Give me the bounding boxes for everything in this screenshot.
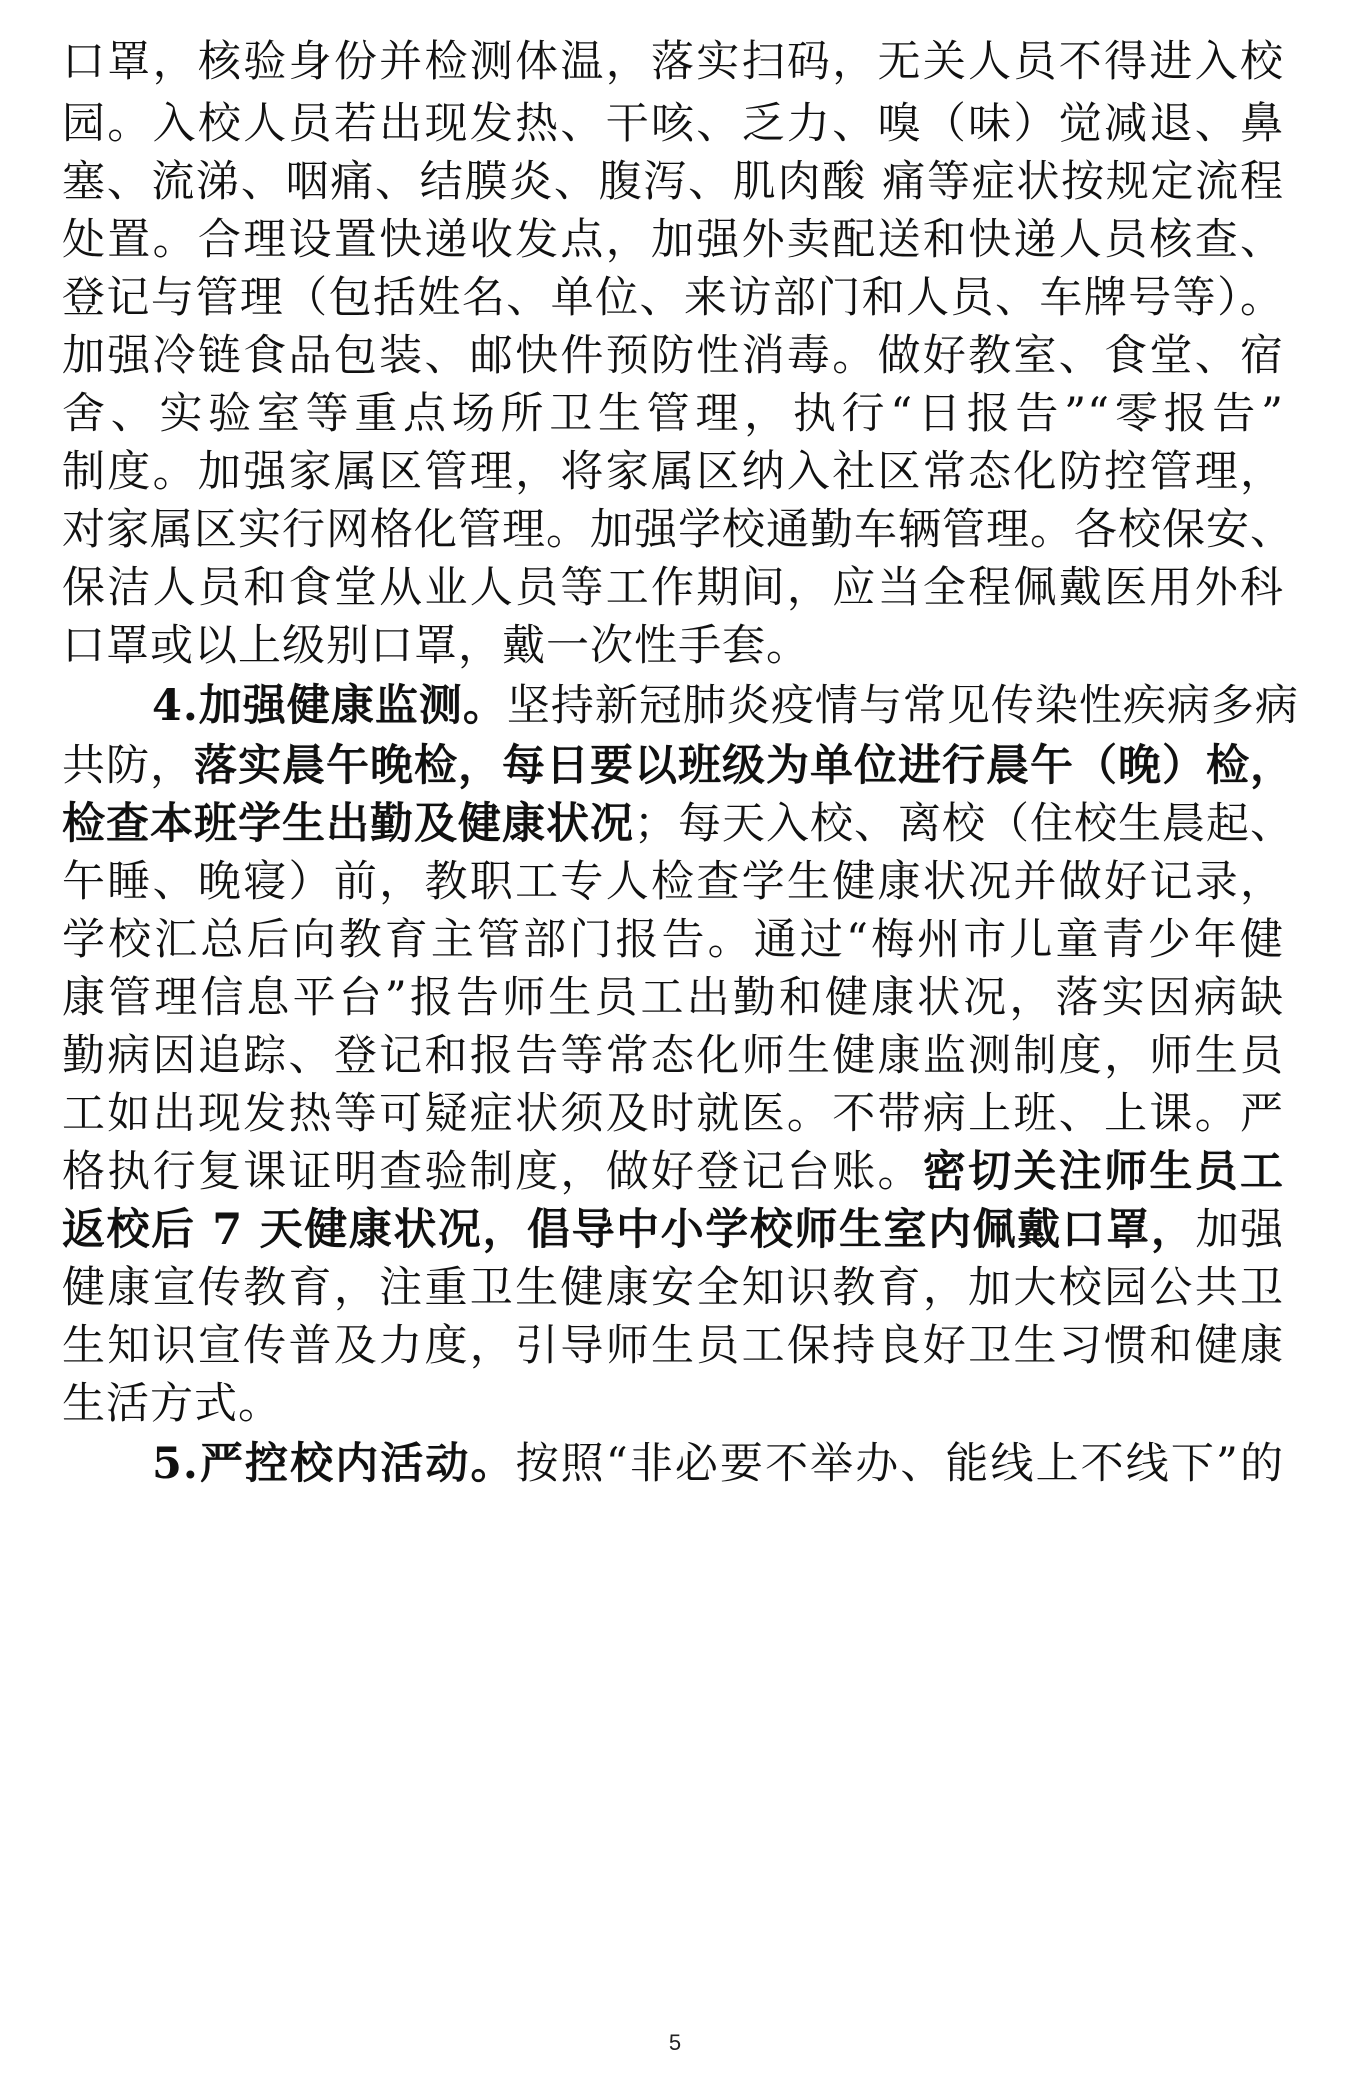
text-line: 工如出现发热等可疑症状须及时就医。不带病上班、上课。严	[62, 1089, 1284, 1139]
text-line: 舍、实验室等重点场所卫生管理，执行“日报告”“零报告”	[62, 389, 1284, 439]
text-line: 共防，落实晨午晚检，每日要以班级为单位进行晨午（晚）检，	[62, 741, 1294, 791]
text-line: 园。入校人员若出现发热、干咳、乏力、嗅（味）觉减退、鼻	[62, 99, 1284, 149]
text-line: 午睡、晚寝）前，教职工专人检查学生健康状况并做好记录，	[62, 857, 1284, 907]
text-line: 制度。加强家属区管理，将家属区纳入社区常态化防控管理，	[62, 447, 1284, 497]
text-line: 学校汇总后向教育主管部门报告。通过“梅州市儿童青少年健	[62, 915, 1284, 965]
text-line: 勤病因追踪、登记和报告等常态化师生健康监测制度，师生员	[62, 1031, 1284, 1081]
text-line: 检查本班学生出勤及健康状况；每天入校、离校（住校生晨起、	[62, 799, 1294, 849]
text-line: 口罩，核验身份并检测体温，落实扫码，无关人员不得进入校	[62, 37, 1284, 87]
section-5-heading: 5.严控校内活动。	[152, 1439, 516, 1489]
text-line: 格执行复课证明查验制度，做好登记台账。密切关注师生员工	[62, 1147, 1285, 1197]
text-line: 加强冷链食品包装、邮快件预防性消毒。做好教室、食堂、宿	[62, 331, 1284, 381]
text-line: 生活方式。	[62, 1379, 282, 1429]
text-line: 返校后 7 天健康状况，倡导中小学校师生室内佩戴口罩，加强	[62, 1205, 1284, 1255]
text-line: 处置。合理设置快递收发点，加强外卖配送和快递人员核查、	[62, 215, 1284, 265]
bold-emphasis: 密切关注师生员工	[922, 1147, 1285, 1197]
section-5-first-line: 5.严控校内活动。按照“非必要不举办、能线上不线下”的	[152, 1439, 1284, 1489]
text-line: 康管理信息平台”报告师生员工出勤和健康状况，落实因病缺	[62, 973, 1284, 1023]
text-line: 健康宣传教育，注重卫生健康安全知识教育，加大校园公共卫	[62, 1263, 1284, 1313]
bold-emphasis: 检查本班学生出勤及健康状况	[62, 799, 634, 849]
bold-emphasis: 落实晨午晚检，每日要以班级为单位进行晨午（晚）检，	[194, 741, 1294, 791]
text-line: 对家属区实行网格化管理。加强学校通勤车辆管理。各校保安、	[62, 505, 1294, 555]
page-number: 5	[668, 2030, 682, 2055]
section-4-first-line: 4.加强健康监测。坚持新冠肺炎疫情与常见传染性疾病多病	[152, 681, 1299, 731]
text-line: 生知识宣传普及力度，引导师生员工保持良好卫生习惯和健康	[62, 1321, 1284, 1371]
text-line: 口罩或以上级别口罩，戴一次性手套。	[62, 621, 810, 671]
section-4-heading: 4.加强健康监测。	[152, 681, 507, 731]
text-line: 保洁人员和食堂从业人员等工作期间，应当全程佩戴医用外科	[62, 563, 1284, 613]
bold-emphasis: 返校后 7 天健康状况，倡导中小学校师生室内佩戴口罩，	[62, 1205, 1196, 1255]
text-line: 登记与管理（包括姓名、单位、来访部门和人员、车牌号等）。	[62, 273, 1284, 323]
text-line: 塞、流涕、咽痛、结膜炎、腹泻、肌肉酸 痛等症状按规定流程	[62, 157, 1284, 207]
